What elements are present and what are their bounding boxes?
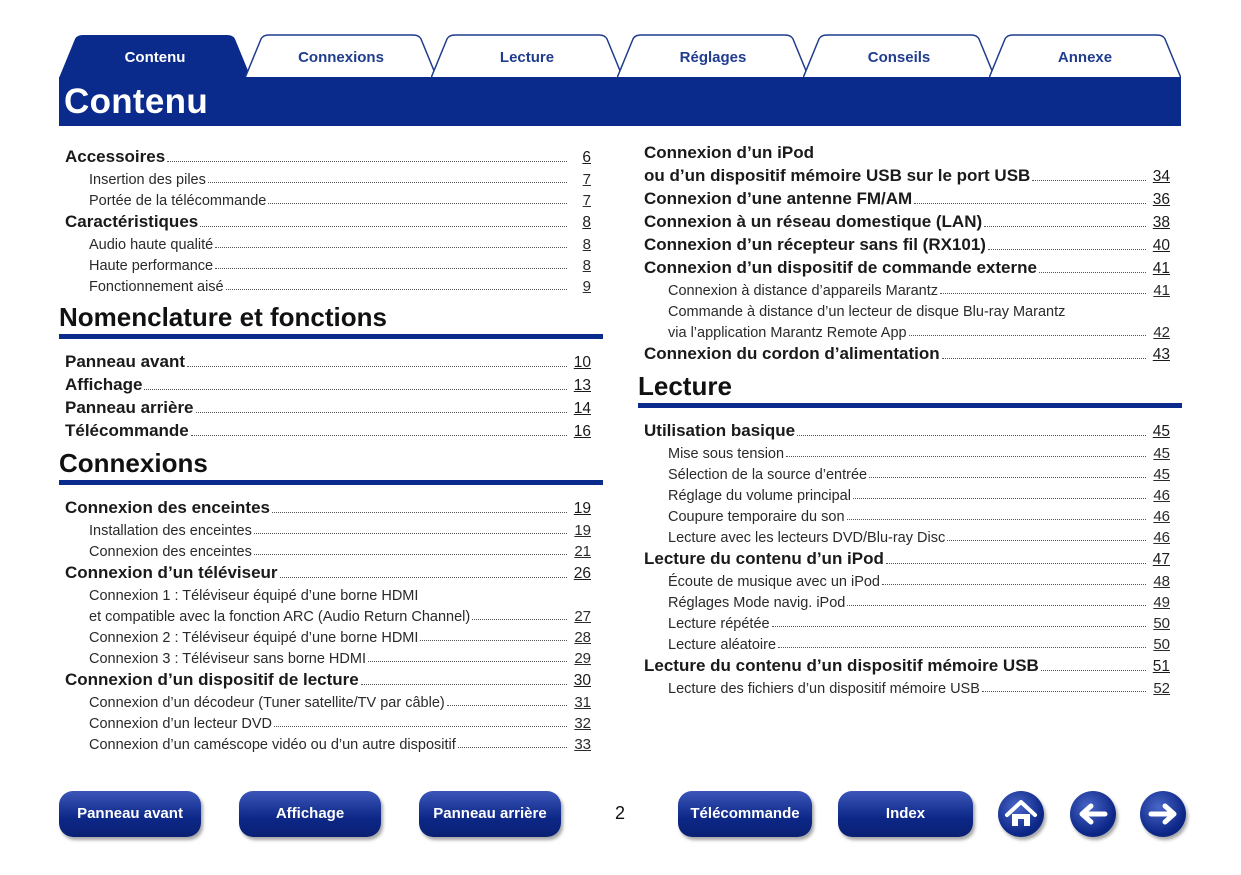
page-link[interactable]: 45 [1153, 445, 1170, 462]
toc-entry[interactable] [638, 611, 1182, 632]
toc-entry[interactable] [59, 646, 603, 667]
index-button[interactable] [838, 791, 973, 837]
toc-entry[interactable] [59, 418, 603, 441]
entry-title-line: Commande à distance d’un lecteur de disque Blu-ray Marantz [668, 304, 1066, 320]
page-link[interactable]: 41 [1152, 260, 1170, 277]
section-lecture [638, 372, 1182, 408]
tab-lecture[interactable] [431, 34, 623, 78]
leader-dots [458, 747, 567, 748]
page-link[interactable]: 31 [574, 694, 591, 711]
leader-dots [254, 533, 567, 534]
toc-entry[interactable] [638, 525, 1182, 546]
tab-label: Réglages [679, 49, 747, 66]
leader-dots [947, 540, 1146, 541]
leader-dots [909, 335, 1146, 336]
toc-entry[interactable] [638, 320, 1182, 341]
toc-entry[interactable] [638, 676, 1182, 697]
entry-title: Fonctionnement aisé [89, 279, 224, 295]
entry-title: Installation des enceintes [89, 523, 252, 539]
leader-dots [226, 289, 567, 290]
leader-dots [847, 519, 1146, 520]
entry-title: Lecture du contenu d’un dispositif mémoire USB [644, 656, 1039, 675]
panneau-arriere-button[interactable] [419, 791, 561, 837]
toc-entry[interactable] [638, 418, 1182, 441]
toc-entry[interactable] [638, 441, 1182, 462]
page-link[interactable]: 26 [573, 565, 591, 582]
toc-entry[interactable] [638, 209, 1182, 232]
leader-dots [869, 477, 1146, 478]
entry-title: Connexion des enceintes [65, 498, 270, 517]
page-link[interactable]: 28 [574, 629, 591, 646]
section-rule [59, 480, 603, 485]
entry-title: Lecture répétée [668, 616, 770, 632]
entry-title: Accessoires [65, 147, 166, 166]
affichage-button[interactable] [239, 791, 381, 837]
page-link[interactable]: 45 [1153, 466, 1170, 483]
page-link[interactable]: 41 [1153, 282, 1170, 299]
toc-entry[interactable] [59, 274, 603, 295]
leader-dots [778, 647, 1146, 648]
page-link[interactable]: 9 [582, 278, 591, 295]
toc-entry[interactable] [59, 667, 603, 690]
button-label: Panneau arrière [433, 805, 547, 822]
entry-title: Connexion d’une antenne FM/AM [644, 189, 913, 208]
leader-dots [274, 726, 567, 727]
leader-dots [272, 512, 567, 513]
leader-dots [215, 247, 567, 248]
page-link[interactable]: 50 [1153, 615, 1170, 632]
page-title: Contenu [64, 82, 209, 121]
leader-dots [1039, 272, 1146, 273]
section-rule [638, 403, 1182, 408]
button-label: Affichage [275, 805, 345, 822]
arrow-right-icon [1140, 791, 1186, 837]
leader-dots [196, 412, 567, 413]
page-link[interactable]: 16 [573, 423, 591, 440]
entry-title: Sélection de la source d’entrée [668, 467, 868, 483]
toc-entry[interactable] [638, 278, 1182, 299]
section-rule [59, 334, 603, 339]
toc-entry[interactable] [59, 188, 603, 209]
toc-entry[interactable] [59, 732, 603, 753]
entry-title: Télécommande [65, 421, 189, 440]
button-label: Index [885, 805, 926, 822]
leader-dots [280, 577, 567, 578]
toc-entry[interactable] [59, 625, 603, 646]
page-link[interactable]: 8 [582, 236, 591, 253]
toc-entry[interactable] [59, 690, 603, 711]
page-link[interactable]: 7 [582, 192, 591, 209]
telecommande-button[interactable] [678, 791, 812, 837]
page-link[interactable]: 46 [1153, 487, 1170, 504]
section-connexions [59, 449, 603, 485]
entry-title: Écoute de musique avec un iPod [668, 574, 880, 590]
tab-contenu[interactable] [59, 34, 251, 78]
toc-entry[interactable] [59, 372, 603, 395]
page-link[interactable]: 33 [574, 736, 591, 753]
section-nomenclature [59, 303, 603, 339]
leader-dots [187, 366, 567, 367]
leader-dots [254, 554, 567, 555]
entry-title: Réglage du volume principal [668, 488, 851, 504]
entry-title: Mise sous tension [668, 446, 785, 462]
page-link[interactable]: 14 [573, 400, 591, 417]
toc-entry[interactable] [638, 483, 1182, 504]
toc-entry[interactable] [59, 604, 603, 625]
entry-title: Connexion d’un téléviseur [65, 563, 278, 582]
toc-entry[interactable] [59, 253, 603, 274]
tab-conseils[interactable] [803, 34, 995, 78]
entry-title-line: Connexion d’un iPod [644, 143, 814, 162]
tab-label: Lecture [499, 49, 555, 66]
entry-title: Affichage [65, 375, 143, 394]
page-link[interactable]: 43 [1152, 346, 1170, 363]
back-button[interactable] [1070, 791, 1116, 837]
leader-dots [786, 456, 1146, 457]
forward-button[interactable] [1140, 791, 1186, 837]
toc-entry[interactable] [59, 711, 603, 732]
toc-entry[interactable] [638, 186, 1182, 209]
entry-title: Connexion d’un dispositif de commande externe [644, 258, 1037, 277]
entry-title: Connexion 3 : Téléviseur sans borne HDMI [89, 651, 366, 667]
page-link[interactable]: 52 [1153, 680, 1170, 697]
page-link[interactable]: 30 [573, 672, 591, 689]
leader-dots [420, 640, 567, 641]
leader-dots [447, 705, 567, 706]
toc-entry[interactable] [638, 341, 1182, 364]
leader-dots [984, 226, 1146, 227]
leader-dots [144, 389, 567, 390]
leader-dots [882, 584, 1146, 585]
page-link[interactable]: 21 [574, 543, 591, 560]
page-link[interactable]: 19 [573, 500, 591, 517]
page-link[interactable]: 7 [582, 171, 591, 188]
entry-title: Connexion d’un caméscope vidéo ou d’un autre dispositif [89, 737, 456, 753]
entry-title: Lecture aléatoire [668, 637, 777, 653]
entry-title: Connexion du cordon d’alimentation [644, 344, 940, 363]
leader-dots [215, 268, 567, 269]
leader-dots [472, 619, 567, 620]
leader-dots [847, 605, 1146, 606]
leader-dots [772, 626, 1146, 627]
page-link[interactable]: 48 [1153, 573, 1170, 590]
entry-title: ou d’un dispositif mémoire USB sur le port USB [644, 166, 1031, 185]
page-link[interactable]: 50 [1153, 636, 1170, 653]
page-link[interactable]: 38 [1152, 214, 1170, 231]
page-link[interactable]: 13 [573, 377, 591, 394]
tab-label: Annexe [1057, 49, 1113, 66]
section-heading: Lecture [638, 371, 732, 401]
page-link[interactable]: 49 [1153, 594, 1170, 611]
toc-entry[interactable] [638, 653, 1182, 676]
toc-entry[interactable] [638, 232, 1182, 255]
toc-entry[interactable] [638, 504, 1182, 525]
home-icon [998, 791, 1044, 837]
leader-dots [200, 226, 567, 227]
title-banner [59, 77, 1181, 126]
toc-entry-caracteristiques[interactable] [59, 209, 603, 232]
leader-dots [797, 435, 1146, 436]
page-link[interactable]: 51 [1152, 658, 1170, 675]
entry-title-line: Connexion 1 : Téléviseur équipé d’une borne HDMI [89, 588, 419, 604]
entry-title: Connexion d’un dispositif de lecture [65, 670, 359, 689]
tab-label: Connexions [298, 49, 384, 66]
entry-title: et compatible avec la fonction ARC (Audio Return Channel) [89, 609, 471, 625]
page-link[interactable]: 8 [582, 214, 591, 231]
leader-dots [1032, 180, 1146, 181]
entry-title: Portée de la télécommande [89, 193, 267, 209]
toc-entry[interactable] [59, 518, 603, 539]
toc-entry[interactable] [638, 462, 1182, 483]
toc-entry-accessoires[interactable] [59, 144, 603, 167]
toc-entry[interactable] [638, 255, 1182, 278]
toc-entry[interactable] [59, 395, 603, 418]
toc-entry[interactable] [638, 632, 1182, 653]
entry-title: Haute performance [89, 258, 214, 274]
tab-label: Contenu [124, 49, 186, 66]
leader-dots [942, 358, 1146, 359]
page-link[interactable]: 6 [582, 149, 591, 166]
leader-dots [982, 691, 1146, 692]
entry-title: Lecture du contenu d’un iPod [644, 549, 884, 568]
entry-title: Insertion des piles [89, 172, 206, 188]
entry-title: Connexion d’un récepteur sans fil (RX101) [644, 235, 986, 254]
section-heading: Nomenclature et fonctions [59, 302, 387, 332]
toc-entry[interactable] [638, 590, 1182, 611]
entry-title: Lecture des fichiers d’un dispositif mémoire USB [668, 681, 980, 697]
tab-reglages[interactable] [617, 34, 809, 78]
entry-title: Utilisation basique [644, 421, 796, 440]
leader-dots [167, 161, 567, 162]
entry-title: Réglages Mode navig. iPod [668, 595, 846, 611]
entry-title: Audio haute qualité [89, 237, 214, 253]
button-label: Panneau avant [77, 805, 183, 822]
page-link[interactable]: 32 [574, 715, 591, 732]
toc-entry[interactable] [59, 495, 603, 518]
page-link[interactable]: 42 [1153, 324, 1170, 341]
leader-dots [886, 563, 1146, 564]
tab-bar [59, 34, 1181, 78]
page-number: 2 [614, 803, 625, 823]
toc-entry[interactable] [59, 232, 603, 253]
arrow-left-icon [1070, 791, 1116, 837]
leader-dots [1041, 670, 1146, 671]
panneau-avant-button[interactable] [59, 791, 201, 837]
leader-dots [940, 293, 1146, 294]
entry-title: Caractéristiques [65, 212, 199, 231]
tab-connexions[interactable] [245, 34, 437, 78]
entry-title: Connexion 2 : Téléviseur équipé d’une borne HDMI [89, 630, 419, 646]
page-link[interactable]: 47 [1152, 551, 1170, 568]
entry-title: Connexion à distance d’appareils Marantz [668, 283, 939, 299]
toc-right-column [638, 140, 1182, 697]
page-link[interactable]: 34 [1152, 168, 1170, 185]
leader-dots [914, 203, 1146, 204]
page-link[interactable]: 46 [1153, 529, 1170, 546]
leader-dots [853, 498, 1146, 499]
page-link[interactable]: 45 [1152, 423, 1170, 440]
toc-entry[interactable] [638, 163, 1182, 186]
tab-annexe[interactable] [989, 34, 1181, 78]
page-link[interactable]: 19 [574, 522, 591, 539]
page-link[interactable]: 8 [582, 257, 591, 274]
entry-title: Panneau arrière [65, 398, 194, 417]
entry-title: Coupure temporaire du son [668, 509, 845, 525]
entry-title: Lecture avec les lecteurs DVD/Blu-ray Disc [668, 530, 946, 546]
home-button[interactable] [998, 791, 1044, 837]
tab-label: Conseils [867, 49, 931, 66]
entry-title: Connexion des enceintes [89, 544, 252, 560]
entry-title: Connexion d’un décodeur (Tuner satellite/TV par câble) [89, 695, 445, 711]
toc-left-column [59, 144, 603, 753]
toc-entry[interactable] [59, 349, 603, 372]
entry-title: Connexion d’un lecteur DVD [89, 716, 272, 732]
toc-entry[interactable] [59, 560, 603, 583]
leader-dots [268, 203, 567, 204]
page-link[interactable]: 46 [1153, 508, 1170, 525]
entry-title: Panneau avant [65, 352, 185, 371]
leader-dots [208, 182, 567, 183]
section-heading: Connexions [59, 448, 208, 478]
leader-dots [361, 684, 567, 685]
toc-entry[interactable] [638, 569, 1182, 590]
entry-title: via l’application Marantz Remote App [668, 325, 907, 341]
leader-dots [368, 661, 567, 662]
page-link[interactable]: 27 [574, 608, 591, 625]
page-link[interactable]: 40 [1152, 237, 1170, 254]
leader-dots [988, 249, 1146, 250]
entry-title: Connexion à un réseau domestique (LAN) [644, 212, 983, 231]
page-link[interactable]: 10 [573, 354, 591, 371]
toc-entry[interactable] [638, 546, 1182, 569]
toc-entry[interactable] [59, 539, 603, 560]
leader-dots [191, 435, 567, 436]
toc-entry[interactable] [59, 167, 603, 188]
button-label: Télécommande [690, 805, 800, 822]
page-link[interactable]: 29 [574, 650, 591, 667]
page-link[interactable]: 36 [1152, 191, 1170, 208]
